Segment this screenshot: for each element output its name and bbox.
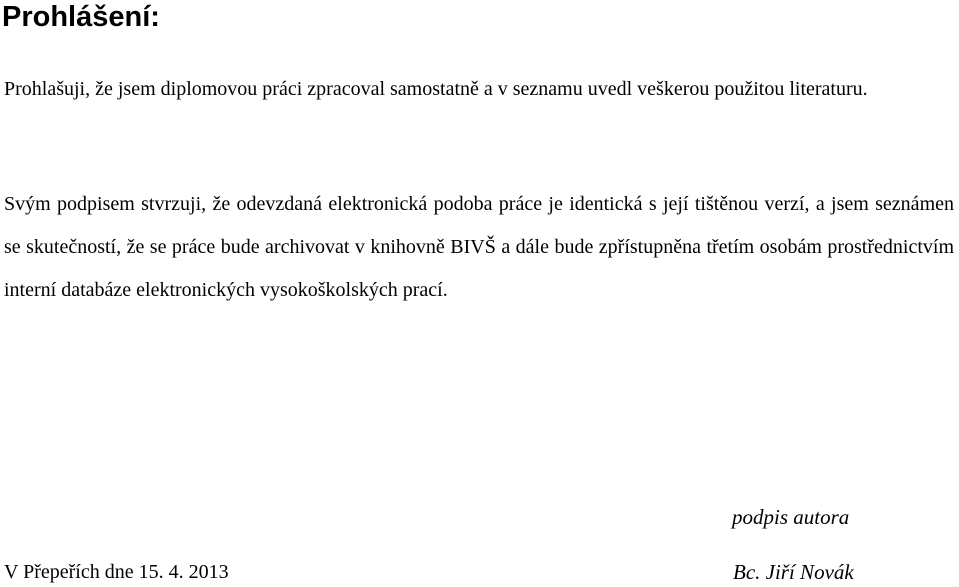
declaration-paragraph-1: Prohlašuji, že jsem diplomovou práci zpracoval samostatně a v seznamu uvedl veškerou použitou literaturu. <box>4 78 868 100</box>
author-name: Bc. Jiří Novák <box>733 560 854 584</box>
page-title: Prohlášení: <box>2 1 160 33</box>
signature-label: podpis autora <box>732 505 850 529</box>
declaration-paragraph-2: Svým podpisem stvrzuji, že odevzdaná elektronická podoba práce je identická s její tištěnou verzí, a jsem seznámen se skutečností, že se práce bude archivovat v knihovně BIVŠ a dále bude zpřístupněna třetím osobám prostřednictvím interní databáze elektronických vysokoškolských prací. <box>4 193 954 301</box>
place-date: V Přepeřích dne 15. 4. 2013 <box>4 561 229 583</box>
